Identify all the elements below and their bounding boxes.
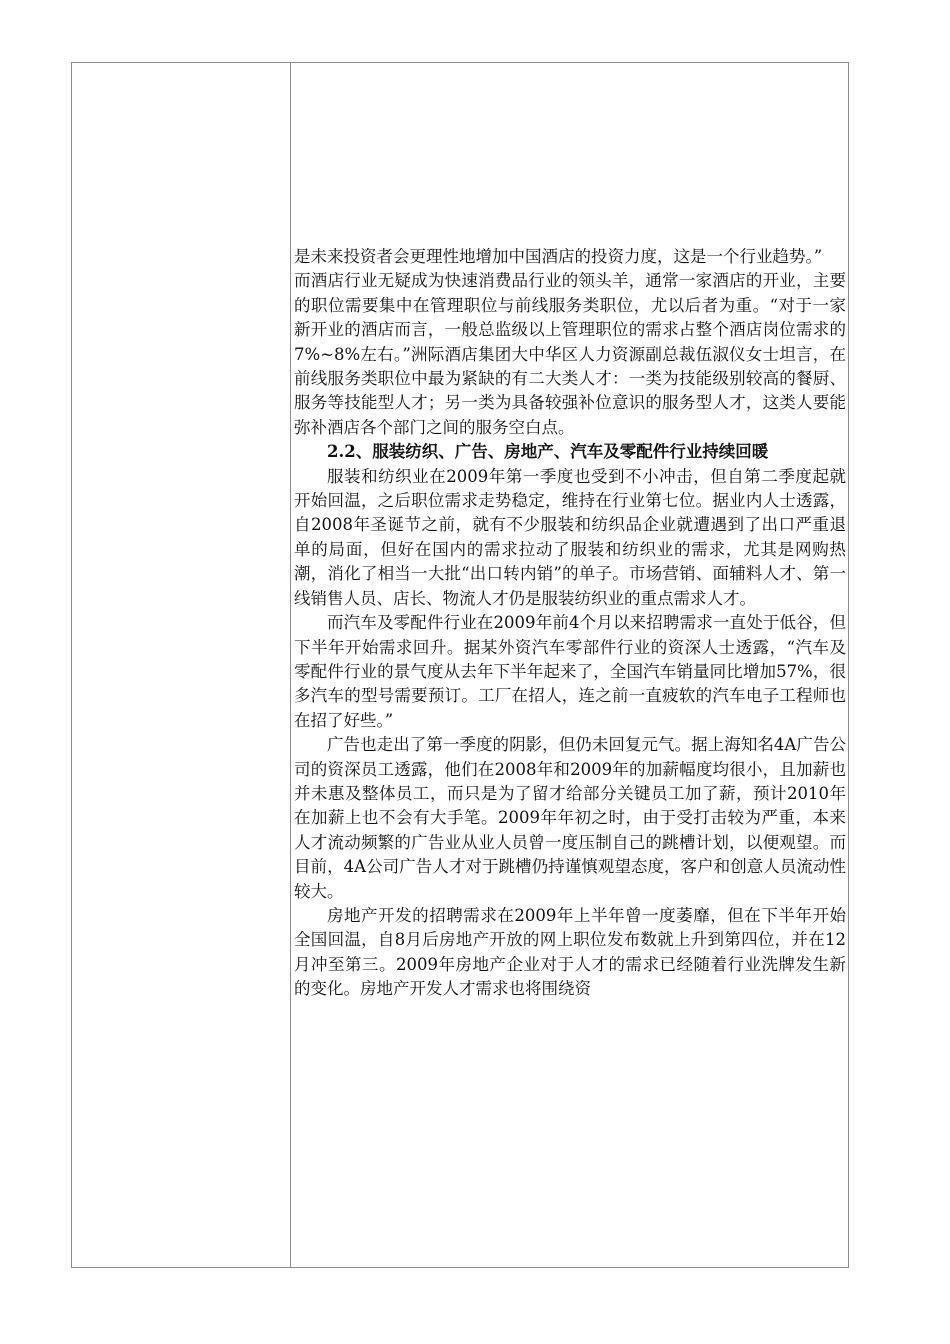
paragraph-1: 是未来投资者会更理性地增加中国酒店的投资力度，这是一个行业趋势。”: [294, 247, 823, 266]
paragraph-2: 而酒店行业无疑成为快速消费品行业的领头羊，通常一家酒店的开业，主要的职位需要集中在管理职位与前线服务类职位，尤以后者为重。“对于一家新开业的酒店而言，一般总监级以上管理职位的需求占整个酒店岗位需求的7%~8%左右。”洲际酒店集团大中华区人力资源副总裁伍淑仪女士坦言，在前线服务类职位中最为紧缺的有二大类人才：一类为技能级别较高的餐厨、服务等技能型人才；另一类为具备较强补位意识的服务型人才，这类人要能弥补酒店各个部门之间的服务空白点。: [294, 271, 846, 437]
body-text: [294, 245, 846, 1002]
paragraph-textile: 服装和纺织业在2009年第一季度也受到不小冲击，但自第二季度起就开始回温，之后职位需求走势稳定，维持在行业第七位。据业内人士透露，自2008年圣诞节之前，就有不少服装和纺织品企业就遭遇到了出口严重退单的局面，但好在国内的需求拉动了服装和纺织业的需求，尤其是网购热潮，消化了相当一大批“出口转内销”的单子。市场营销、面辅料人才、第一线销售人员、店长、物流人才仍是服装纺织业的重点需求人才。: [294, 466, 846, 608]
paragraph-auto: 而汽车及零配件行业在2009年前4个月以来招聘需求一直处于低谷，但下半年开始需求回升。据某外资汽车零部件行业的资深人士透露，“汽车及零配件行业的景气度从去年下半年起来了，全国汽车销量同比增加57%，很多汽车的型号需要预订。工厂在招人，连之前一直疲软的汽车电子工程师也在招了好些。”: [294, 613, 846, 730]
page-table: [71, 62, 849, 1268]
left-column: [72, 63, 291, 1267]
right-column: [291, 63, 848, 1267]
paragraph-advertising: 广告也走出了第一季度的阴影，但仍未回复元气。据上海知名4A广告公司的资深员工透露，他们在2008年和2009年的加薪幅度均很小，且加薪也并未惠及整体员工，而只是为了留才给部分关键员工加了薪，预计2010年在加薪上也不会有大手笔。2009年年初之时，由于受打击较为严重，本来人才流动频繁的广告业从业人员曾一度压制自己的跳槽计划，以便观望。而目前，4A公司广告人才对于跳槽仍持谨慎观望态度，客户和创意人员流动性较大。: [294, 735, 846, 901]
section-heading: 2.2、服装纺织、广告、房地产、汽车及零配件行业持续回暖: [327, 442, 769, 462]
paragraph-real-estate: 房地产开发的招聘需求在2009年上半年曾一度萎靡，但在下半年开始全国回温，自8月后房地产开放的网上职位发布数就上升到第四位，并在12月冲至第三。2009年房地产企业对于人才的需求已经随着行业洗牌发生新的变化。房地产开发人才需求也将围绕资: [294, 905, 846, 999]
